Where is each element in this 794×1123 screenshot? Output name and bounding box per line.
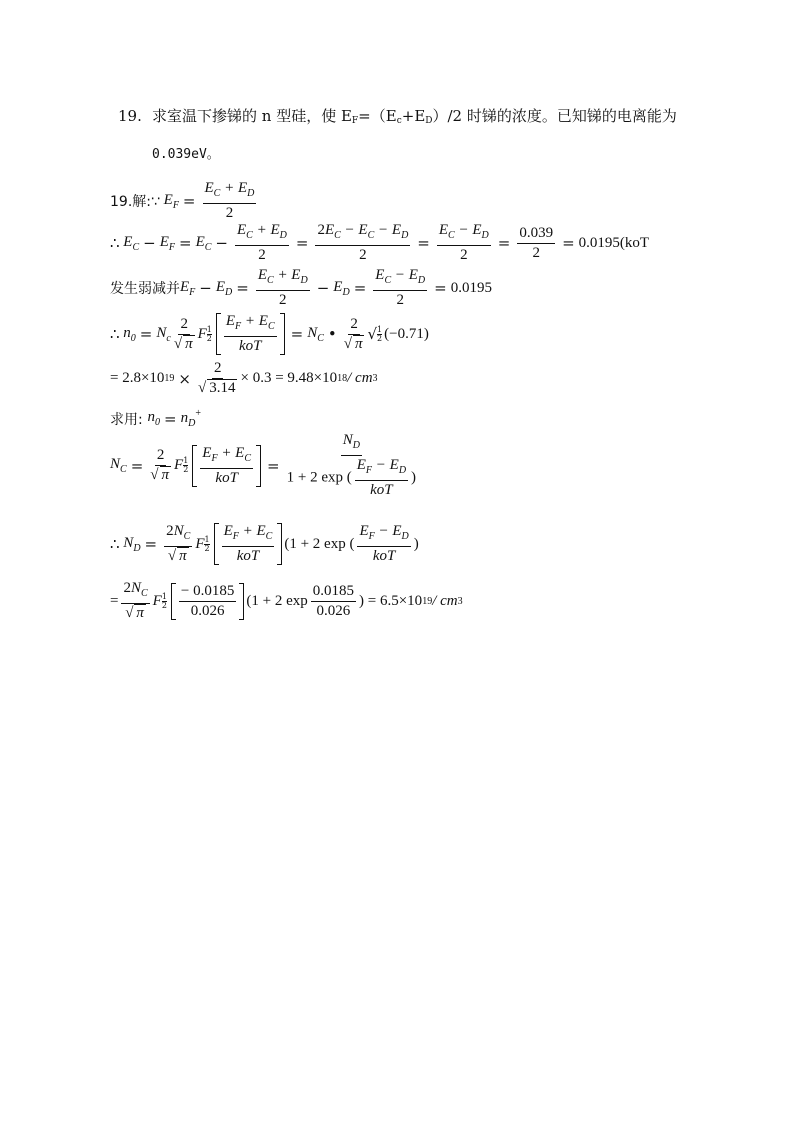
eq-line-3: 发生弱减并 $E_F$ − $E_D$ = $\frac{E_C + E_D}{2}$ − $E_D$ = $\frac{E_C - E_D}{2}$ = 0.0195: [110, 267, 492, 308]
eq-line-9: = $\frac{2N_C}{√ \pi}$ F 1 2 $\frac{- 0.0185}{0.026}$ (1 + 2 exp $\frac{0.0185}{0.026}$ ) = 6.5×10 19 / cm 3: [110, 580, 463, 621]
problem-statement: [118, 99, 677, 172]
weak-degeneracy-label: 发生弱减并: [110, 281, 180, 297]
problem-text-4: ）/2 时锑的浓度。已知锑的电离能为: [432, 107, 677, 125]
problem-sub-d: D: [425, 116, 433, 126]
value-65: ) = 6.5×10: [359, 592, 423, 609]
use-label: 求用:: [110, 411, 143, 428]
problem-sub-c: c: [396, 116, 402, 126]
value-0039: 0.039: [517, 225, 555, 244]
value-0026-b: 0.026: [316, 602, 351, 619]
problem-number: 19.: [118, 107, 142, 125]
exp-19: 19: [164, 373, 175, 384]
value-00195-kot: 0.0195(koT: [578, 234, 650, 251]
value-neg00185: − 0.0185: [179, 583, 236, 602]
eq-line-2: ∴ $E_C$ − $E_F$ = $E_C$ − $\frac{E_C + E_D}{2}$ = $\frac{2E_C - E_C - E_D}{2}$ = $\frac{E_C - E_D}{2}$ = $\frac{0.039}{2}$ = 0.0195(koT: [110, 222, 650, 263]
value-03-948: × 0.3 = 9.48×10: [240, 370, 338, 386]
value-00185: 0.0185: [311, 583, 356, 602]
problem-text-2: =（E: [358, 107, 397, 125]
unit-cm-2: / cm: [432, 592, 458, 609]
exp-18: 18: [337, 373, 348, 384]
unit-cm-1: / cm: [347, 370, 373, 386]
exp-3-2: 3: [457, 595, 463, 607]
value-00195: 0.0195: [450, 279, 492, 296]
value-0026-a: 0.026: [190, 602, 225, 619]
problem-line-2: 0.039eV。: [152, 147, 220, 162]
solution-label: 19.解:∵: [110, 194, 160, 210]
eq-line-1: 19.解:∵ $E_F$ = $\frac{E_C + E_D}{2}$: [110, 180, 255, 221]
problem-text-3: +E: [401, 107, 426, 125]
exp-3-1: 3: [372, 373, 378, 384]
eq-line-5: = 2.8×10 19 × $\frac{2}{√ 3.14}$ × 0.3 = 9.48×10 18 / cm 3: [110, 360, 378, 396]
value-neg071: (−0.71): [384, 325, 429, 342]
problem-sub-f: F: [351, 116, 359, 126]
value-314: 3.14: [209, 380, 236, 396]
exp-19-b: 19: [422, 595, 433, 607]
eq-line-6: 求用: $n_0$ = $n_D^+$: [110, 408, 201, 429]
eq-line-7: $N_C$ = $\frac{2}{√ \pi}$ F 1 2 $\frac{E_F + E_C}{\text{koT}}$ = $N_D$ 1 + 2 exp ( $\frac{E_F - E_D}{\text{koT}}$ ): [110, 432, 417, 498]
problem-text-1: 求室温下掺锑的 n 型硅，使 E: [152, 107, 352, 125]
value-28: = 2.8×10: [110, 370, 165, 386]
problem-line-1: [118, 107, 677, 125]
eq-line-8: ∴ $N_D$ = $\frac{2N_C}{√ \pi}$ F 1 2 $\frac{E_F + E_C}{\text{koT}}$ (1 + 2 exp ( $\frac{E_F - E_D}{\text{koT}}$ ): [110, 523, 419, 564]
eq-line-4: ∴ $n_0$ = $N_c$ $\frac{2}{√ \pi}$ F 1 2 $\frac{E_F + E_C}{\text{koT}}$ = $N_C$ • $\frac{2}{√ \pi}$ √ 1 2 (−0.71): [110, 313, 429, 354]
